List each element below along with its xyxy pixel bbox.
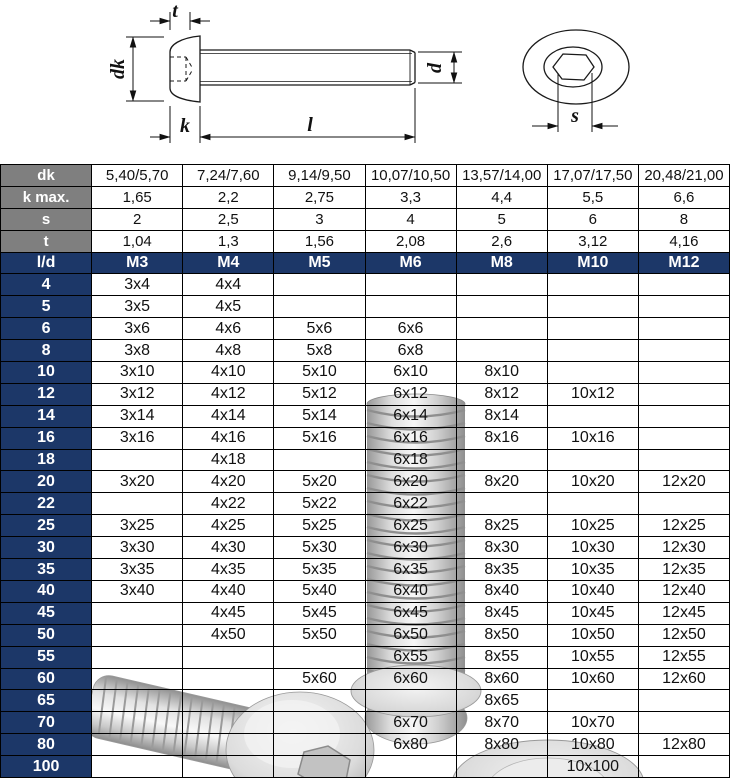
dim-label-dk: dk	[107, 59, 129, 79]
size-cell: 4x6	[183, 318, 274, 340]
length-label: 8	[1, 340, 92, 362]
size-cell: 5x20	[274, 471, 365, 493]
size-cell	[92, 690, 183, 712]
size-cell: 4x20	[183, 471, 274, 493]
size-col-header-M5: M5	[274, 253, 365, 275]
size-cell: 5x8	[274, 340, 365, 362]
size-cell: 4x45	[183, 603, 274, 625]
spec-value: 1,04	[92, 231, 183, 253]
spec-value: 2,5	[183, 209, 274, 231]
size-cell: 8x80	[457, 734, 548, 756]
size-cell: 6x70	[366, 712, 457, 734]
size-cell: 8x45	[457, 603, 548, 625]
size-cell	[639, 362, 730, 384]
size-cell: 4x8	[183, 340, 274, 362]
size-cell	[639, 450, 730, 472]
size-cell	[639, 712, 730, 734]
size-cell: 3x25	[92, 515, 183, 537]
size-cell	[274, 647, 365, 669]
size-cell: 4x50	[183, 625, 274, 647]
size-cell: 3x12	[92, 384, 183, 406]
size-cell	[92, 493, 183, 515]
size-cell	[183, 669, 274, 691]
size-cell: 3x8	[92, 340, 183, 362]
size-cell: 4x18	[183, 450, 274, 472]
size-cell: 12x40	[639, 581, 730, 603]
length-label: 40	[1, 581, 92, 603]
size-cell	[548, 296, 639, 318]
size-cell: 3x40	[92, 581, 183, 603]
size-cell: 8x10	[457, 362, 548, 384]
size-cell: 5x14	[274, 406, 365, 428]
size-col-header-M6: M6	[366, 253, 457, 275]
size-cell: 8x12	[457, 384, 548, 406]
size-cell	[639, 493, 730, 515]
technical-drawing	[0, 0, 730, 164]
spec-value: 1,3	[183, 231, 274, 253]
size-cell	[548, 362, 639, 384]
length-label: 65	[1, 690, 92, 712]
size-cell: 6x12	[366, 384, 457, 406]
length-label: 50	[1, 625, 92, 647]
size-cell: 10x20	[548, 471, 639, 493]
size-cell: 5x16	[274, 428, 365, 450]
dim-label-s: s	[571, 105, 579, 127]
size-header-label: l/d	[1, 253, 92, 275]
size-cell: 3x5	[92, 296, 183, 318]
size-cell	[639, 274, 730, 296]
size-cell	[274, 690, 365, 712]
size-cell	[639, 756, 730, 778]
spec-value: 2	[92, 209, 183, 231]
size-cell	[183, 690, 274, 712]
size-cell	[92, 712, 183, 734]
size-cell: 4x35	[183, 559, 274, 581]
size-cell: 4x16	[183, 428, 274, 450]
size-cell	[183, 734, 274, 756]
size-cell	[274, 756, 365, 778]
size-cell: 6x8	[366, 340, 457, 362]
size-cell: 10x50	[548, 625, 639, 647]
size-cell: 6x60	[366, 669, 457, 691]
size-cell: 8x14	[457, 406, 548, 428]
length-label: 6	[1, 318, 92, 340]
spec-label-kmax: k max.	[1, 187, 92, 209]
size-cell	[548, 450, 639, 472]
size-cell: 10x40	[548, 581, 639, 603]
length-label: 100	[1, 756, 92, 778]
length-label: 45	[1, 603, 92, 625]
size-cell: 3x10	[92, 362, 183, 384]
length-label: 60	[1, 669, 92, 691]
spec-value: 2,2	[183, 187, 274, 209]
size-cell	[548, 274, 639, 296]
size-cell: 6x35	[366, 559, 457, 581]
size-cell: 4x10	[183, 362, 274, 384]
size-cell	[639, 384, 730, 406]
dim-label-t: t	[172, 0, 178, 22]
size-cell: 4x40	[183, 581, 274, 603]
spec-value: 4,16	[639, 231, 730, 253]
size-col-header-M10: M10	[548, 253, 639, 275]
size-cell	[274, 450, 365, 472]
size-cell	[548, 690, 639, 712]
size-cell: 10x25	[548, 515, 639, 537]
size-cell: 8x60	[457, 669, 548, 691]
size-cell: 3x16	[92, 428, 183, 450]
size-cell	[457, 296, 548, 318]
size-cell	[274, 274, 365, 296]
length-label: 25	[1, 515, 92, 537]
size-cell	[457, 493, 548, 515]
size-cell: 3x4	[92, 274, 183, 296]
size-cell: 3x20	[92, 471, 183, 493]
size-cell: 10x16	[548, 428, 639, 450]
size-cell: 6x40	[366, 581, 457, 603]
size-cell	[457, 756, 548, 778]
length-label: 80	[1, 734, 92, 756]
size-cell: 4x14	[183, 406, 274, 428]
size-cell: 5x40	[274, 581, 365, 603]
spec-value: 6,6	[639, 187, 730, 209]
size-cell: 12x25	[639, 515, 730, 537]
size-cell: 5x22	[274, 493, 365, 515]
dim-label-k: k	[180, 115, 190, 137]
length-label: 10	[1, 362, 92, 384]
size-cell: 12x60	[639, 669, 730, 691]
size-cell: 12x50	[639, 625, 730, 647]
spec-value: 17,07/17,50	[548, 165, 639, 187]
size-cell	[639, 690, 730, 712]
size-cell: 8x30	[457, 537, 548, 559]
spec-label-t: t	[1, 231, 92, 253]
size-cell: 10x12	[548, 384, 639, 406]
size-cell: 5x45	[274, 603, 365, 625]
size-cell: 6x50	[366, 625, 457, 647]
size-cell	[639, 340, 730, 362]
size-cell: 4x30	[183, 537, 274, 559]
screw-side-view	[170, 36, 415, 102]
size-cell: 4x4	[183, 274, 274, 296]
size-cell: 8x20	[457, 471, 548, 493]
size-cell	[183, 712, 274, 734]
length-label: 5	[1, 296, 92, 318]
size-cell: 6x16	[366, 428, 457, 450]
size-cell	[457, 318, 548, 340]
size-cell: 5x30	[274, 537, 365, 559]
size-cell: 4x22	[183, 493, 274, 515]
size-cell: 6x14	[366, 406, 457, 428]
size-cell	[366, 296, 457, 318]
length-label: 20	[1, 471, 92, 493]
size-cell: 5x12	[274, 384, 365, 406]
spec-value: 3,3	[366, 187, 457, 209]
size-cell: 3x30	[92, 537, 183, 559]
size-cell	[92, 625, 183, 647]
size-cell: 6x80	[366, 734, 457, 756]
spec-value: 2,08	[366, 231, 457, 253]
size-cell: 12x55	[639, 647, 730, 669]
size-cell	[183, 756, 274, 778]
size-cell	[92, 450, 183, 472]
size-cell	[92, 734, 183, 756]
size-cell: 8x70	[457, 712, 548, 734]
size-cell: 8x55	[457, 647, 548, 669]
size-col-header-M4: M4	[183, 253, 274, 275]
spec-value: 3,12	[548, 231, 639, 253]
spec-label-s: s	[1, 209, 92, 231]
size-cell	[366, 690, 457, 712]
size-cell: 10x45	[548, 603, 639, 625]
size-cell: 6x25	[366, 515, 457, 537]
size-cell: 12x45	[639, 603, 730, 625]
size-cell: 12x30	[639, 537, 730, 559]
dim-label-l: l	[307, 114, 313, 136]
size-cell: 5x35	[274, 559, 365, 581]
size-cell: 8x16	[457, 428, 548, 450]
length-label: 35	[1, 559, 92, 581]
spec-value: 20,48/21,00	[639, 165, 730, 187]
size-cell	[92, 756, 183, 778]
size-cell	[274, 296, 365, 318]
length-label: 30	[1, 537, 92, 559]
size-cell: 3x6	[92, 318, 183, 340]
size-col-header-M3: M3	[92, 253, 183, 275]
size-cell	[92, 647, 183, 669]
size-col-header-M8: M8	[457, 253, 548, 275]
size-cell	[183, 647, 274, 669]
dimension-lines-side	[126, 12, 462, 143]
spec-label-dk: dk	[1, 165, 92, 187]
size-cell: 6x55	[366, 647, 457, 669]
size-cell	[639, 296, 730, 318]
spec-value: 4,4	[457, 187, 548, 209]
spec-value: 3	[274, 209, 365, 231]
size-cell: 12x20	[639, 471, 730, 493]
size-cell: 6x30	[366, 537, 457, 559]
size-cell: 5x50	[274, 625, 365, 647]
size-cell	[639, 428, 730, 450]
size-cell: 6x18	[366, 450, 457, 472]
size-cell: 6x45	[366, 603, 457, 625]
size-cell: 5x6	[274, 318, 365, 340]
size-cell: 3x14	[92, 406, 183, 428]
screw-size-table	[0, 164, 730, 778]
size-cell: 5x25	[274, 515, 365, 537]
size-cell: 8x40	[457, 581, 548, 603]
size-cell	[92, 669, 183, 691]
size-cell: 8x50	[457, 625, 548, 647]
size-cell: 10x35	[548, 559, 639, 581]
size-cell	[92, 603, 183, 625]
size-cell	[366, 274, 457, 296]
size-cell: 8x65	[457, 690, 548, 712]
size-cell: 8x25	[457, 515, 548, 537]
spec-value: 4	[366, 209, 457, 231]
dim-label-d: d	[424, 63, 446, 73]
size-cell: 6x20	[366, 471, 457, 493]
spec-value: 10,07/10,50	[366, 165, 457, 187]
size-cell: 10x80	[548, 734, 639, 756]
size-cell: 4x12	[183, 384, 274, 406]
length-label: 12	[1, 384, 92, 406]
length-label: 4	[1, 274, 92, 296]
length-label: 70	[1, 712, 92, 734]
size-cell	[639, 318, 730, 340]
size-cell: 4x5	[183, 296, 274, 318]
size-cell: 3x35	[92, 559, 183, 581]
spec-value: 8	[639, 209, 730, 231]
size-cell	[548, 493, 639, 515]
size-col-header-M12: M12	[639, 253, 730, 275]
spec-value: 7,24/7,60	[183, 165, 274, 187]
spec-value: 1,65	[92, 187, 183, 209]
size-cell: 12x80	[639, 734, 730, 756]
spec-value: 5,40/5,70	[92, 165, 183, 187]
size-cell	[639, 406, 730, 428]
spec-value: 1,56	[274, 231, 365, 253]
size-cell	[457, 274, 548, 296]
size-cell: 6x10	[366, 362, 457, 384]
length-label: 55	[1, 647, 92, 669]
spec-value: 9,14/9,50	[274, 165, 365, 187]
spec-value: 2,6	[457, 231, 548, 253]
size-cell: 10x60	[548, 669, 639, 691]
size-cell: 5x60	[274, 669, 365, 691]
size-cell: 4x25	[183, 515, 274, 537]
size-cell: 8x35	[457, 559, 548, 581]
size-cell: 10x30	[548, 537, 639, 559]
screw-top-view	[523, 30, 629, 104]
length-label: 18	[1, 450, 92, 472]
size-cell	[548, 406, 639, 428]
size-cell	[274, 734, 365, 756]
size-cell	[548, 318, 639, 340]
length-label: 14	[1, 406, 92, 428]
size-cell: 10x55	[548, 647, 639, 669]
size-cell	[457, 340, 548, 362]
size-cell	[274, 712, 365, 734]
length-label: 22	[1, 493, 92, 515]
size-cell: 6x22	[366, 493, 457, 515]
size-cell: 12x35	[639, 559, 730, 581]
size-cell: 10x70	[548, 712, 639, 734]
size-cell	[548, 340, 639, 362]
spec-value: 5,5	[548, 187, 639, 209]
length-label: 16	[1, 428, 92, 450]
size-cell: 5x10	[274, 362, 365, 384]
spec-value: 2,75	[274, 187, 365, 209]
spec-value: 13,57/14,00	[457, 165, 548, 187]
size-cell	[457, 450, 548, 472]
spec-value: 6	[548, 209, 639, 231]
spec-value: 5	[457, 209, 548, 231]
size-cell: 6x6	[366, 318, 457, 340]
size-cell	[366, 756, 457, 778]
size-cell: 10x100	[548, 756, 639, 778]
